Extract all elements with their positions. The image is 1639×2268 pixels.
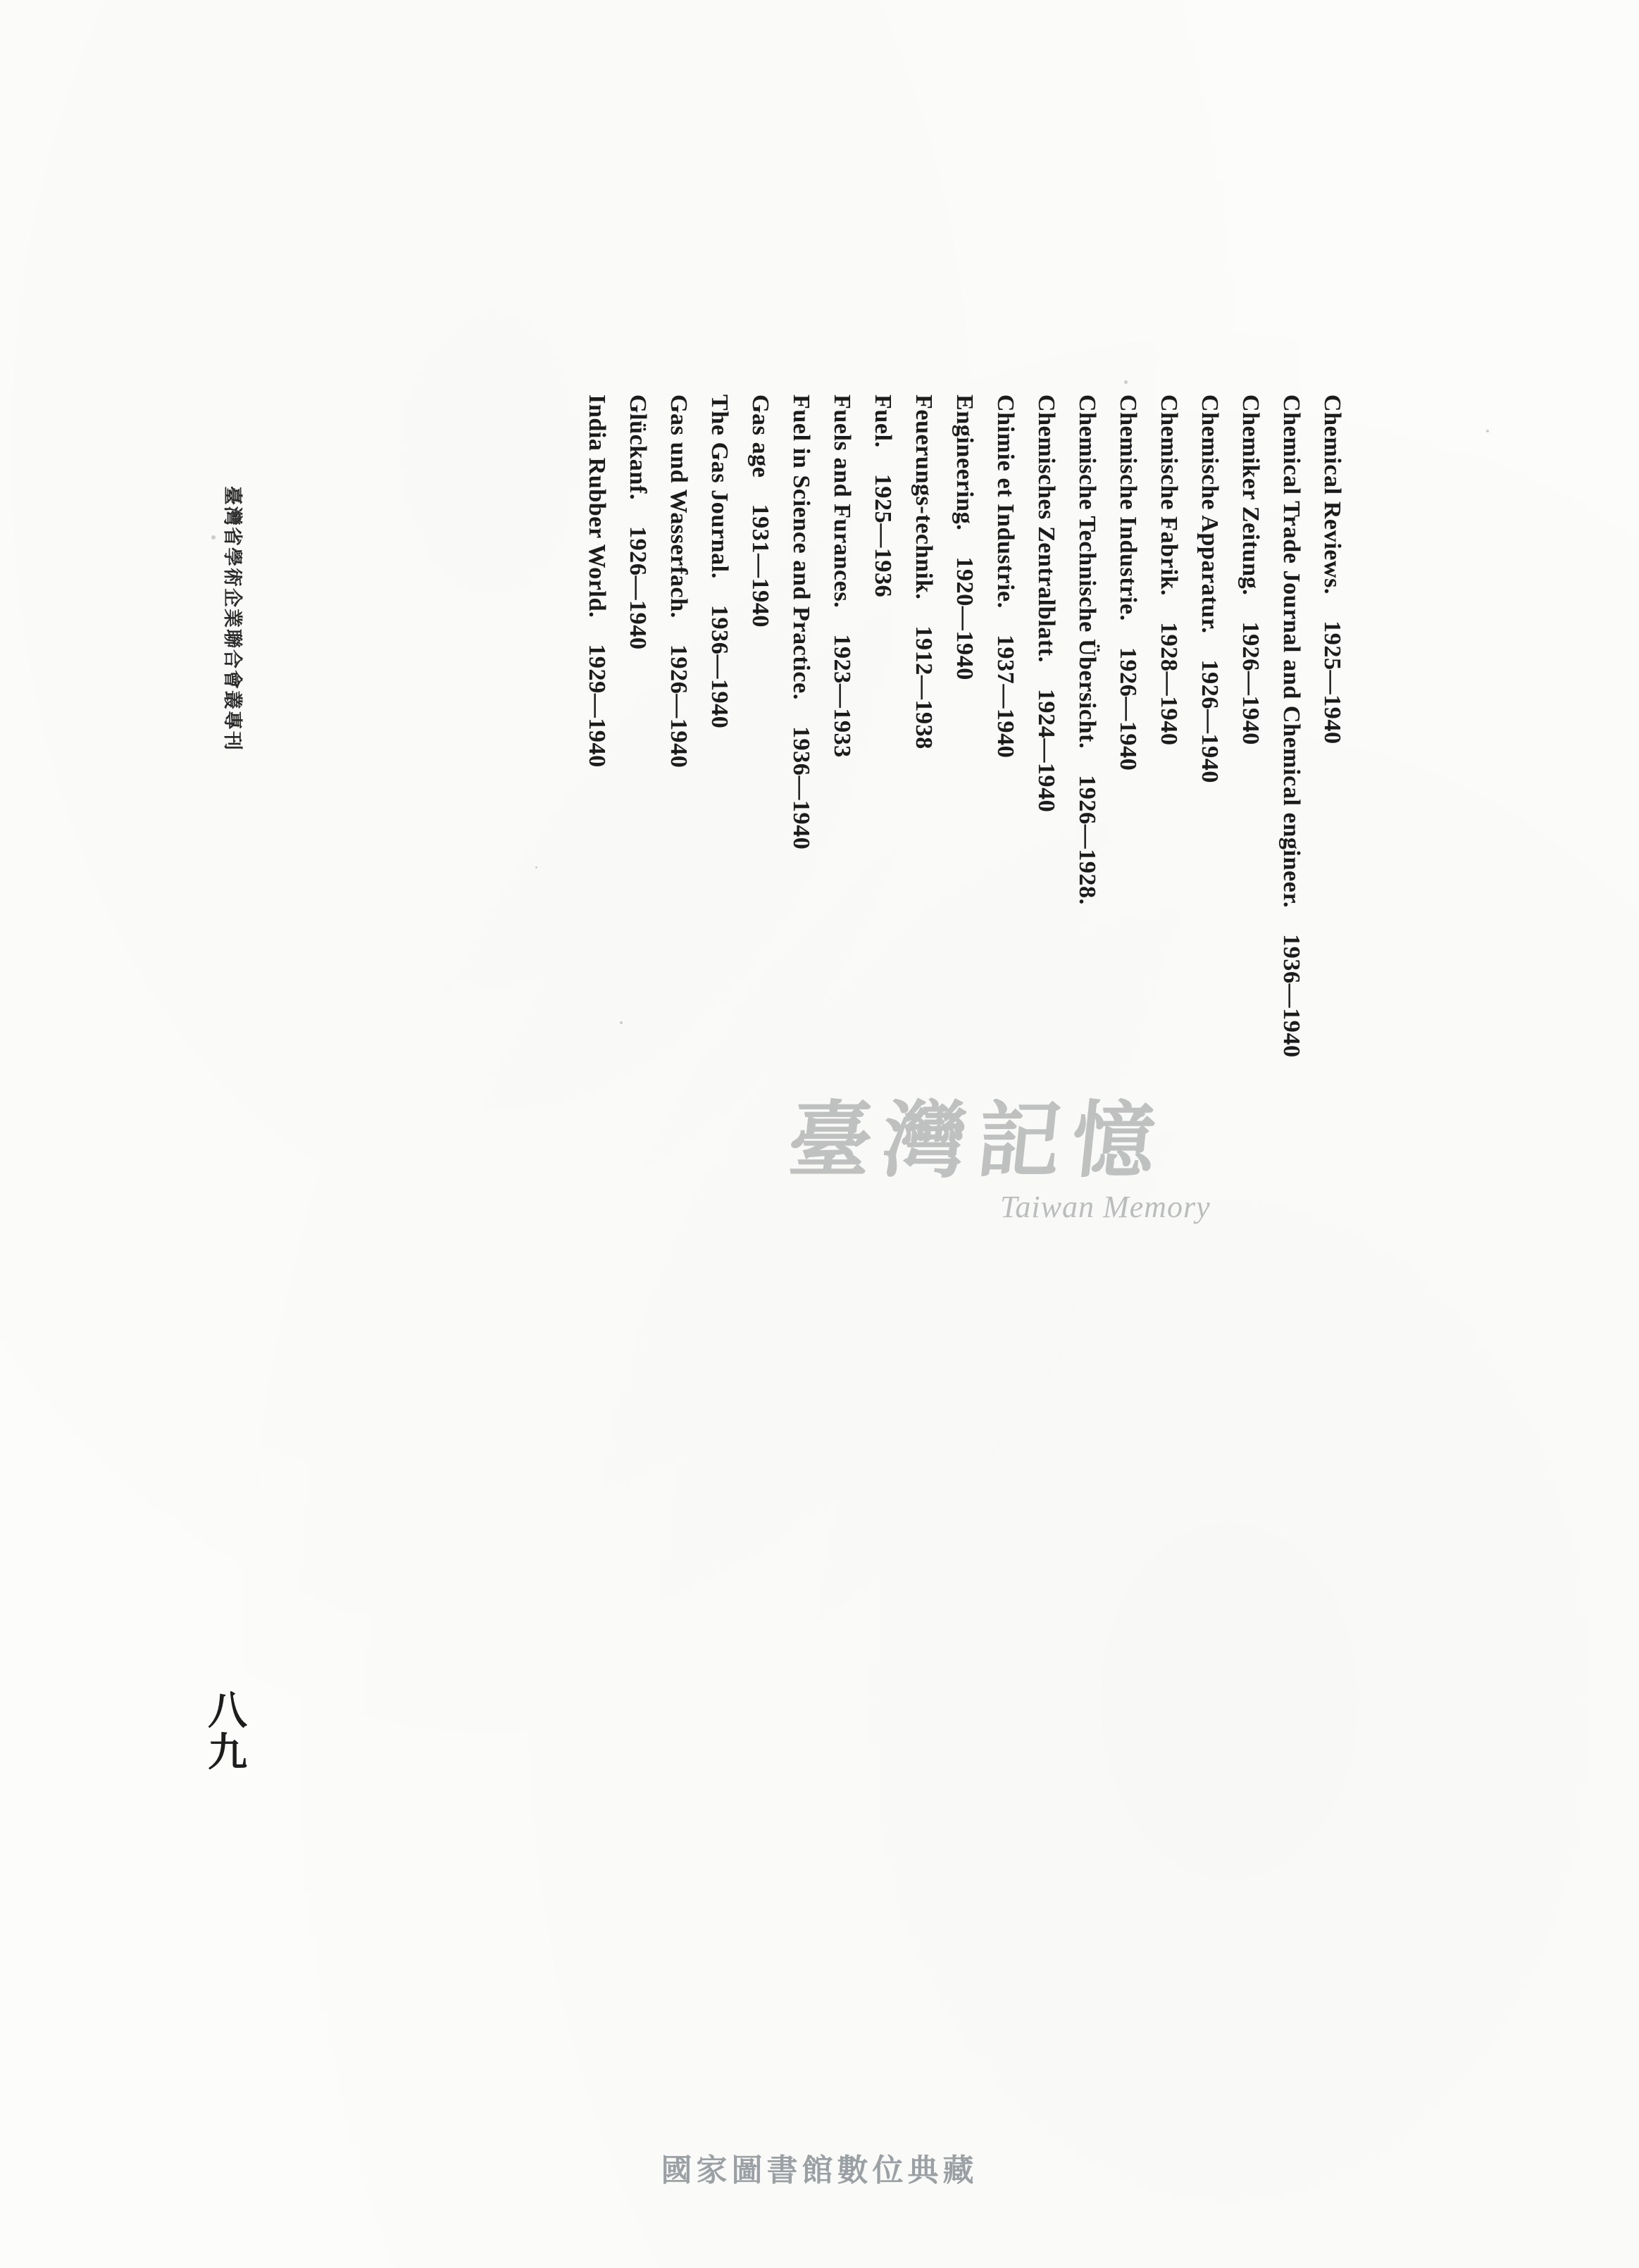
series-note: 臺灣省學術企業聯合會叢專刊 <box>221 486 243 752</box>
entry-title: Chemisches Zentralblatt. <box>1033 394 1059 663</box>
entry-years: 1937—1940 <box>992 634 1018 759</box>
entry-years: 1925—1936 <box>870 473 896 598</box>
bibliography-entry <box>1278 394 1304 1058</box>
bibliography-entry <box>828 394 855 758</box>
entry-years: 1920—1940 <box>952 556 978 680</box>
watermark-chinese-text: 臺灣記憶 <box>783 1091 1172 1189</box>
entry-title: Feuerungs-technik. <box>911 394 937 600</box>
entry-years: 1936—1940 <box>1278 934 1304 1058</box>
entry-years: 1931—1940 <box>747 504 773 628</box>
entry-title: Gas und Wasserfach. <box>666 394 692 618</box>
entry-title: Chimie et Industrie. <box>992 394 1018 609</box>
entry-title: Chemical Trade Journal and Chemical engineer. <box>1278 394 1304 909</box>
entry-title: Chemische Apparatur. <box>1197 394 1223 634</box>
bibliography-entry <box>1196 394 1223 783</box>
entry-years: 1936—1940 <box>706 604 733 729</box>
bibliography-entry <box>910 394 937 749</box>
entry-years: 1926—1940 <box>1238 621 1264 745</box>
entry-years: 1929—1940 <box>584 644 610 768</box>
bibliography-entry <box>992 394 1018 758</box>
bibliography-entry <box>787 394 814 849</box>
page-number-char-1: 八 <box>208 1688 247 1734</box>
watermark-english-text: Taiwan Memory <box>1000 1190 1211 1224</box>
scan-speck <box>1124 380 1128 384</box>
page-number <box>203 1690 252 1774</box>
bibliography-entry <box>583 394 610 768</box>
entry-title: Glückanf. <box>625 394 651 500</box>
entry-title: India Rubber World. <box>584 394 610 618</box>
entry-years: 1936—1940 <box>788 725 814 850</box>
bibliography-entry <box>706 394 733 728</box>
bibliography-entry <box>665 394 692 768</box>
scan-speck <box>620 1021 623 1024</box>
bibliography-entry <box>1319 394 1345 744</box>
entry-title: Chemische Technische Übersicht. <box>1074 394 1100 749</box>
bibliography-entry <box>869 394 896 597</box>
scan-speck <box>211 535 216 540</box>
bibliography-entry <box>1033 394 1059 812</box>
entry-title: Chemische Industrie. <box>1115 394 1141 621</box>
entry-title: Gas age <box>747 394 773 478</box>
bibliography-entry <box>1114 394 1141 771</box>
entry-years: 1923—1933 <box>829 634 855 758</box>
entry-years: 1926—1940 <box>666 644 692 768</box>
scan-speck <box>1486 430 1489 432</box>
entry-title: Fuel in Science and Practice. <box>788 394 814 700</box>
bibliography-entry <box>1155 394 1182 745</box>
entry-years: 1926—1940 <box>1197 659 1223 783</box>
entry-years: 1912—1938 <box>911 625 937 749</box>
entry-years: 1925—1940 <box>1319 621 1345 744</box>
entry-title: Fuel. <box>870 394 896 448</box>
entry-title: Fuels and Furances. <box>829 394 855 609</box>
page-number-char-2: 九 <box>208 1728 247 1776</box>
footer-attribution: 國家圖書館數位典藏 <box>661 2152 978 2188</box>
bibliography-entry <box>624 394 651 649</box>
bibliography-entry <box>747 394 773 628</box>
bibliography-entry <box>1237 394 1264 745</box>
entry-years: 1926—1940 <box>1115 647 1141 771</box>
entry-title: Engineering. <box>952 394 978 531</box>
entry-title: Chemische Fabrik. <box>1156 394 1182 596</box>
entry-title: The Gas Journal. <box>706 394 733 579</box>
scan-speck <box>535 866 537 868</box>
bibliography-entry <box>951 394 978 680</box>
entry-years: 1924—1940 <box>1033 688 1059 813</box>
entry-title: Chemical Reviews. <box>1319 394 1345 595</box>
entry-title: Chemiker Zeitung. <box>1238 394 1264 596</box>
bibliography-entry <box>1073 394 1100 905</box>
entry-years: 1926—1928. <box>1074 775 1100 905</box>
entry-years: 1926—1940 <box>625 526 651 650</box>
entry-years: 1928—1940 <box>1156 622 1182 746</box>
